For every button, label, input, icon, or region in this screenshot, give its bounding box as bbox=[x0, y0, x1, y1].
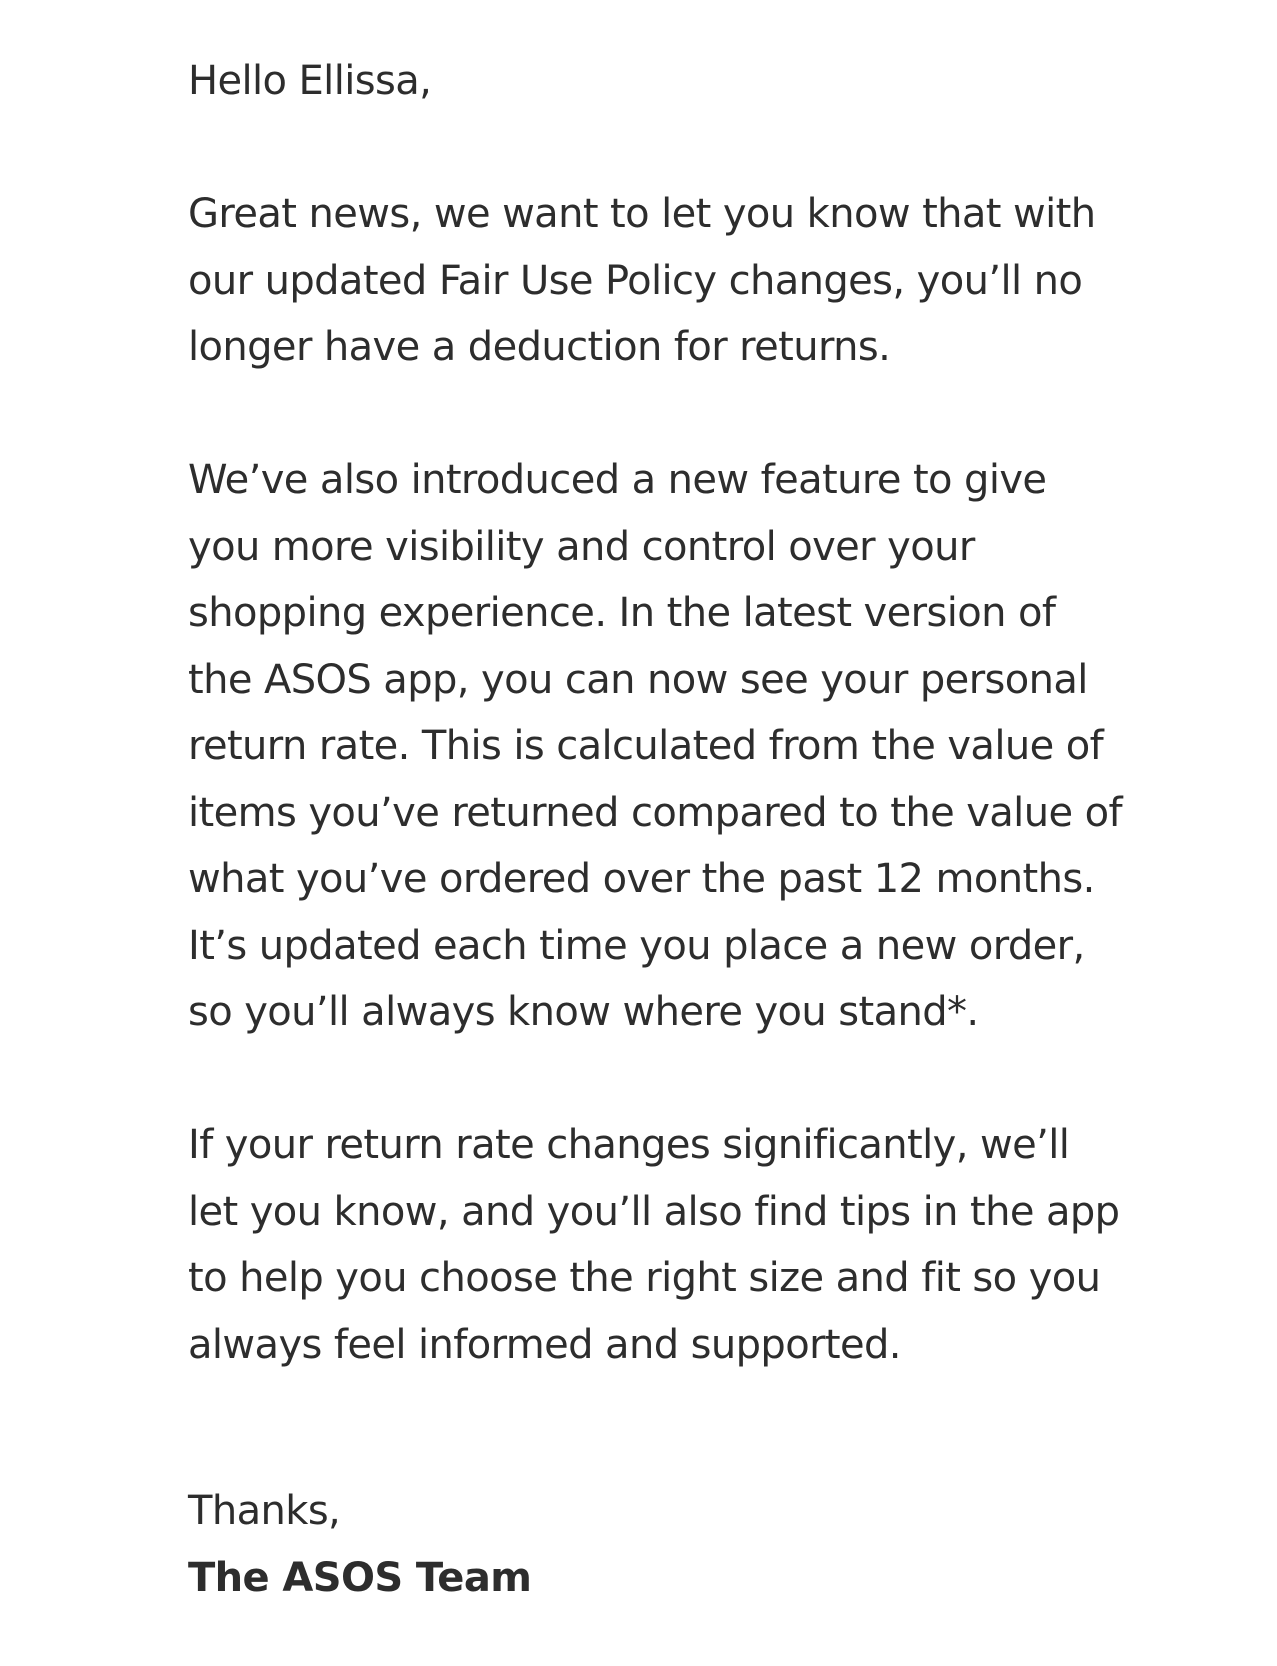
signature bbox=[188, 1478, 1128, 1611]
greeting: Hello Ellissa, bbox=[188, 58, 432, 104]
paragraph-return-rate: We’ve also introduced a new feature to give you more visibility and control over your shopping experience. In the latest version of the ASOS app, you can now see your personal return rate. This is calculated from the value of items you’ve returned compared to the value of what you’ve ordered over the past 12 months. It’s updated each time you place a new order, so you’ll always know where you stand*. bbox=[188, 457, 1122, 1035]
team-name: The ASOS Team bbox=[188, 1554, 532, 1601]
sign-off: Thanks, bbox=[188, 1488, 341, 1534]
email-body bbox=[188, 48, 1128, 1611]
paragraph-tips: If your return rate changes significantly, we’ll let you know, and you’ll also find tips in the app to help you choose the right size and fit so you always feel informed and supported. bbox=[188, 1122, 1120, 1368]
paragraph-fair-use: Great news, we want to let you know that with our updated Fair Use Policy changes, you’ll no longer have a deduction for returns. bbox=[188, 191, 1096, 370]
